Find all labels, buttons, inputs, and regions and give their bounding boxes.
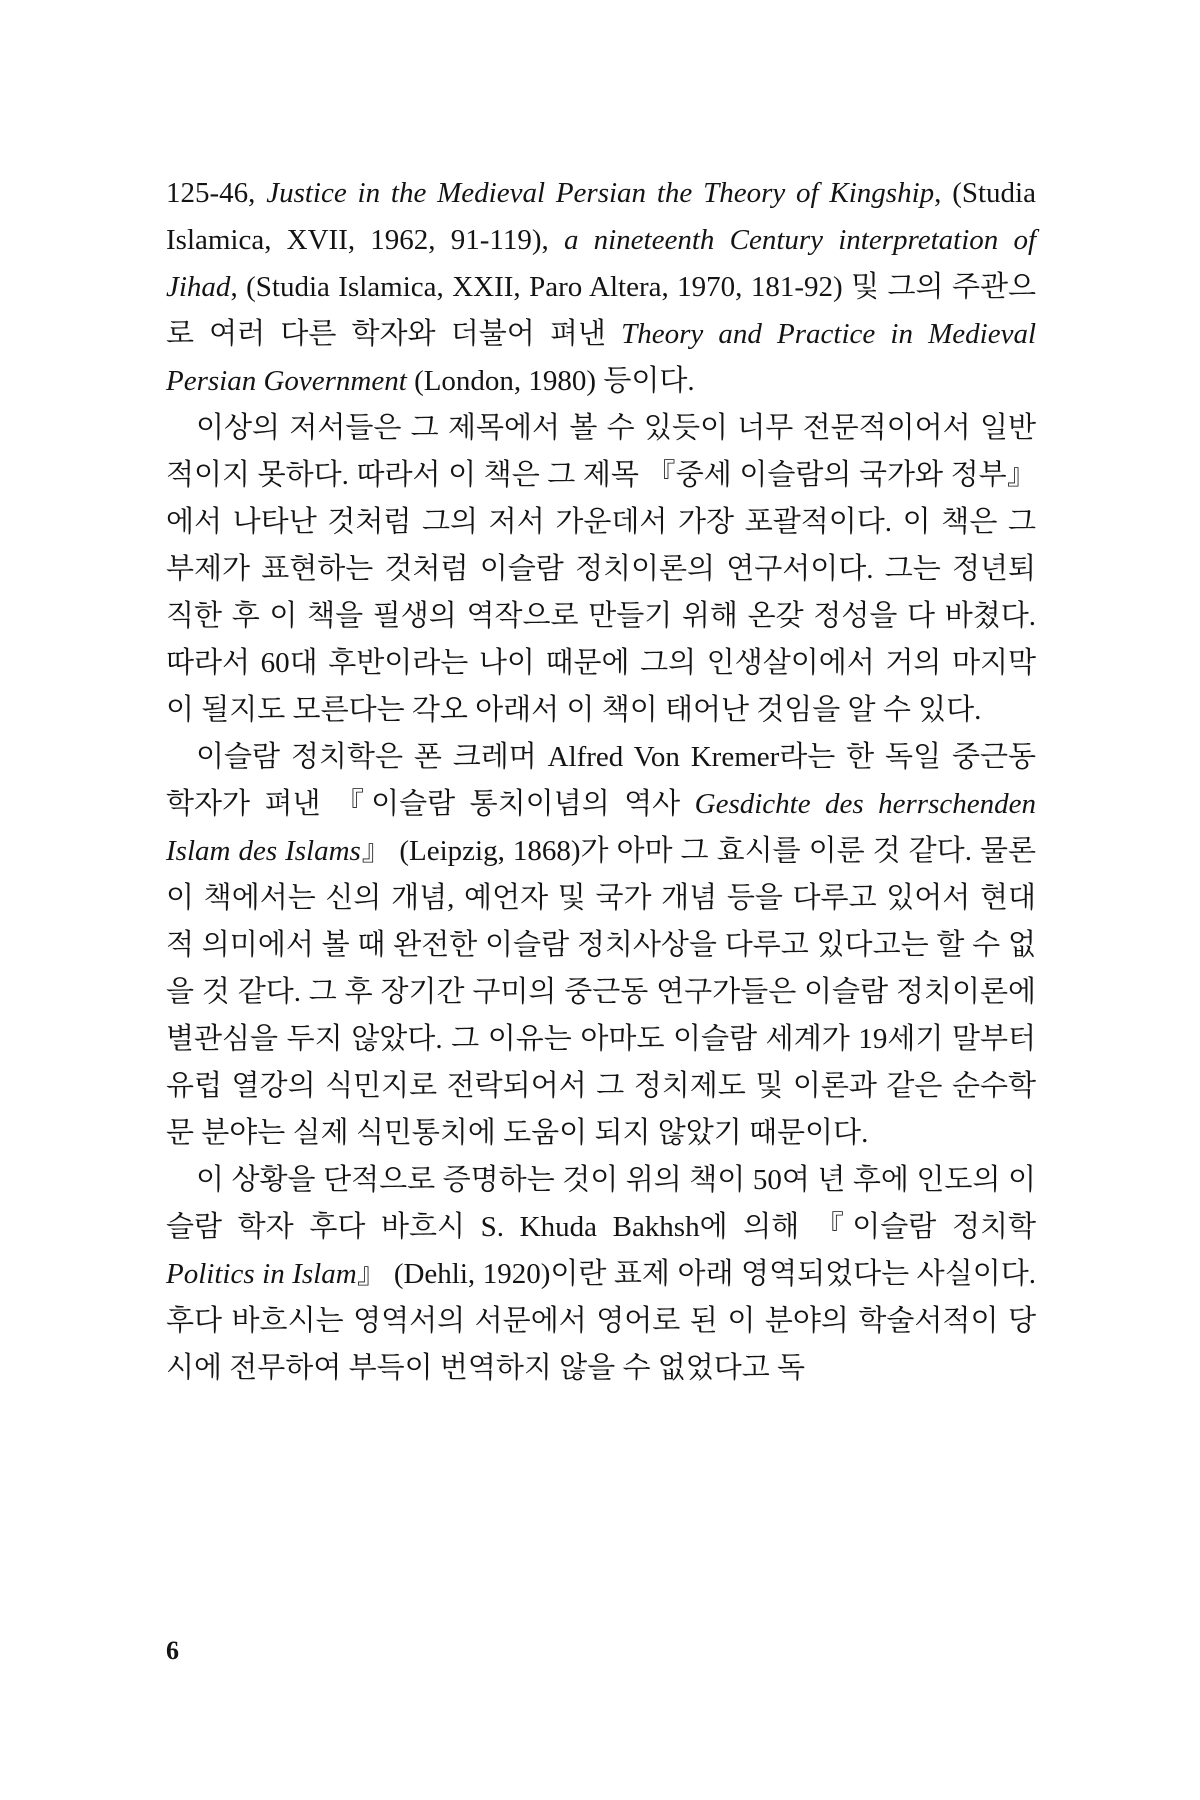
page-number: 6	[166, 1636, 179, 1665]
text-span: 이상의 저서들은 그 제목에서 볼 수 있듯이 너무 전문적이어서 일반적이지 못하다. 따라서 이 책은 그 제목 『중세 이슬람의 국가와 정부』에서 나타난 것처럼 그의 저서 가운데서 가장 포괄적이다. 이 책은 그 부제가 표현하는 것처럼 이슬람 정치이론의 연구서이다. 그는 정년퇴직한 후 이 책을 필생의 역작으로 만들기 위해 온갖 정성을 다 바쳤다. 따라서 60대 후반이라는 나이 때문에 그의 인생살이에서 거의 마지막이 될지도 모른다는 각오 아래서 이 책이 태어난 것임을 알 수 있다.	[166, 412, 1036, 726]
text-span: , (Studia Islamica, XXII, Paro Altera, 1970, 181-92) 및 그의 주관으로 여러 다른 학자와 더불어 펴낸	[166, 271, 1036, 350]
paragraph-3	[166, 734, 1036, 1157]
book-title-italic: Politics in Islam	[166, 1258, 357, 1290]
text-span: 』 (Leipzig, 1868)가 아마 그 효시를 이룬 것 같다. 물론 이 책에서는 신의 개념, 예언자 및 국가 개념 등을 다루고 있어서 현대적 의미에서 볼 때 완전한 이슬람 정치사상을 다루고 있다고는 할 수 없을 것 같다. 그 후 장기간 구미의 중근동 연구가들은 이슬람 정치이론에 별관심을 두지 않았다. 그 이유는 아마도 이슬람 세계가 19세기 말부터 유럽 열강의 식민지로 전락되어서 그 정치제도 및 이론과 같은 순수학문 분야는 실제 식민통치에 도움이 되지 않았기 때문이다.	[166, 835, 1036, 1149]
book-title-italic: Gesdichte des herrschenden Islam des Islams	[166, 788, 1036, 867]
book-title-italic: a nineteenth Century interpretation of Jihad	[166, 224, 1036, 303]
book-title-italic: Justice in the Medieval Persian the Theory of Kingship	[266, 177, 935, 209]
text-span: 이 상황을 단적으로 증명하는 것이 위의 책이 50여 년 후에 인도의 이슬람 학자 후다 바흐시 S. Khuda Bakhsh에 의해 『이슬람 정치학	[166, 1164, 1036, 1243]
text-span: (London, 1980) 등이다.	[406, 365, 695, 397]
text-span: , (Studia Islamica, XVII, 1962, 91-119),	[166, 177, 1036, 256]
text-span: 』 (Dehli, 1920)이란 표제 아래 영역되었다는 사실이다. 후다 바흐시는 영역서의 서문에서 영어로 된 이 분야의 학술서적이 당시에 전무하여 부득이 번역하지 않을 수 없었다고 독	[166, 1258, 1036, 1384]
text-span: 125-46,	[166, 177, 267, 209]
body-text	[166, 170, 1036, 1392]
paragraph-1	[166, 170, 1036, 405]
paragraph-4	[166, 1157, 1036, 1392]
text-span: 이슬람 정치학은 폰 크레머 Alfred Von Kremer라는 한 독일 중근동 학자가 펴낸 『이슬람 통치이념의 역사	[166, 741, 1036, 820]
paragraph-2	[166, 405, 1036, 734]
book-title-italic: Theory and Practice in Medieval Persian Government	[166, 318, 1036, 397]
